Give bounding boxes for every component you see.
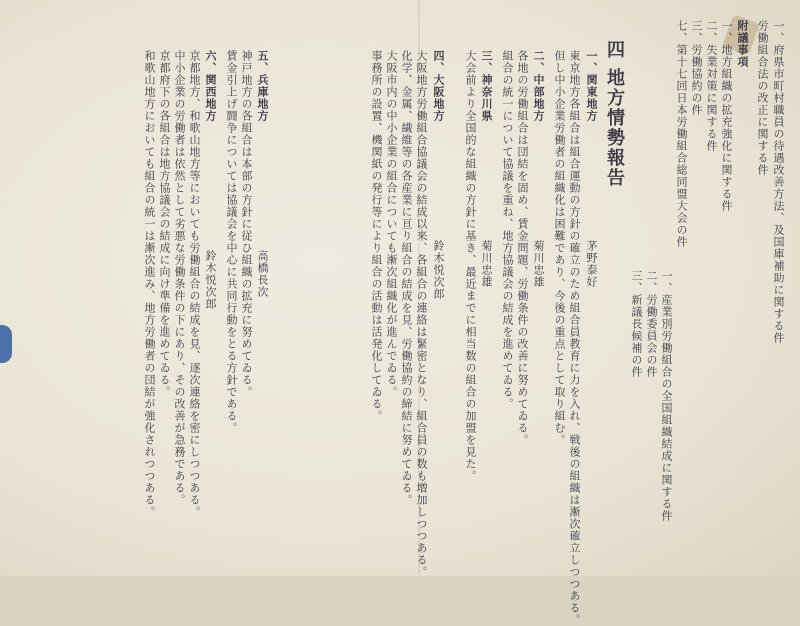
- body-line: 神戸地方の各組合は本部の方針に従ひ組織の拡充に努めてゐる。: [240, 50, 253, 398]
- intro-line: 附議事項: [736, 20, 749, 68]
- intro-line: 一、府県市町村職員の待遇改善方法、及国庫補助に関する件: [772, 20, 785, 344]
- body-line: 東京地方各組合は組合運動の方針の確立のため組合員教育に力を入れ、戦後の組織は漸次確立しつつある。: [568, 50, 581, 626]
- intro-line: 一、地方組織の拡充強化に関する件: [720, 20, 733, 212]
- body-line: 中小企業の労働者は依然として劣悪な労働条件の下にあり、その改善が急務である。: [173, 50, 186, 506]
- page-title: 四 地方情勢報告: [604, 40, 625, 189]
- body-line: 京都地方、和歌山地方等においても労働組合の結成を見、逐次連絡を密にしつつある。: [188, 50, 201, 518]
- intro-right-line: 二、労働委員会の件: [645, 270, 658, 378]
- section-title: 四、大阪地方: [432, 50, 445, 122]
- ink-blot: [0, 325, 12, 363]
- section-title: 一、関東地方: [585, 50, 598, 122]
- body-line: 化学、金属、繊維等の各産業に亘り組合の結成を見、労働協約の締結に努めてゐる。: [400, 50, 413, 506]
- body-line: 賃金引上げ闘争については協議会を中心に共同行動をとる方針である。: [225, 50, 238, 434]
- body-line: 和歌山地方においても組合の統一は漸次進み、地方労働者の団結が強化されつつある。: [143, 50, 156, 518]
- intro-right-line: 三、新議長候補の件: [630, 270, 643, 378]
- body-line: 事務所の設置、機関紙の発行等により組合の活動は活発化してゐる。: [370, 50, 383, 422]
- section-title: 二、中部地方: [532, 50, 545, 122]
- intro-line: 二、失業対策に関する件: [705, 20, 718, 152]
- section-author: 鈴木悦次郎: [432, 240, 445, 300]
- section-author: 菊川忠雄: [480, 240, 493, 288]
- body-line: 大阪市内の中小企業の組合についても漸次組織化が進んでゐる。: [385, 50, 398, 398]
- section-author: 鈴木悦次郎: [204, 250, 217, 310]
- body-line: 組合の統一について協議を重ね、地方協議会の結成を進めてゐる。: [501, 50, 514, 410]
- body-line: 各地の労働組合は団結を固め、賃金問題、労働条件の改善に努めてゐる。: [516, 50, 529, 446]
- section-title: 五、兵庫地方: [256, 50, 269, 122]
- section-author: 高橋長次: [256, 250, 269, 298]
- intro-right-line: 一、産業別労働組合の全国組織結成に関する件: [660, 270, 673, 522]
- intro-line: 労働組合法の改正に関する件: [756, 20, 769, 176]
- section-title: 六、関西地方: [204, 50, 217, 122]
- body-line: 大会前より全国的な組織の方針に基き、最近までに相当数の組合の加盟を見た。: [464, 50, 477, 482]
- section-author: 菊川忠雄: [532, 240, 545, 288]
- intro-line: 七、第十七回日本労働組合総同盟大会の件: [675, 20, 688, 248]
- section-author: 茅野泰好: [585, 240, 598, 288]
- section-title: 三、神奈川県: [480, 50, 493, 122]
- body-line: 京都府下の各組合は地方協議会の結成に向け準備を進めてゐる。: [158, 50, 171, 398]
- intro-line: 三、労働協約の件: [690, 20, 703, 116]
- body-line: 但し中小企業労働者の組織化は困難であり、今後の重点として取り組む。: [553, 50, 566, 446]
- body-line: 大阪地方労働組合協議会の結成以来、各組合の連絡は緊密となり、組合員の数も増加しつつある。: [415, 50, 428, 578]
